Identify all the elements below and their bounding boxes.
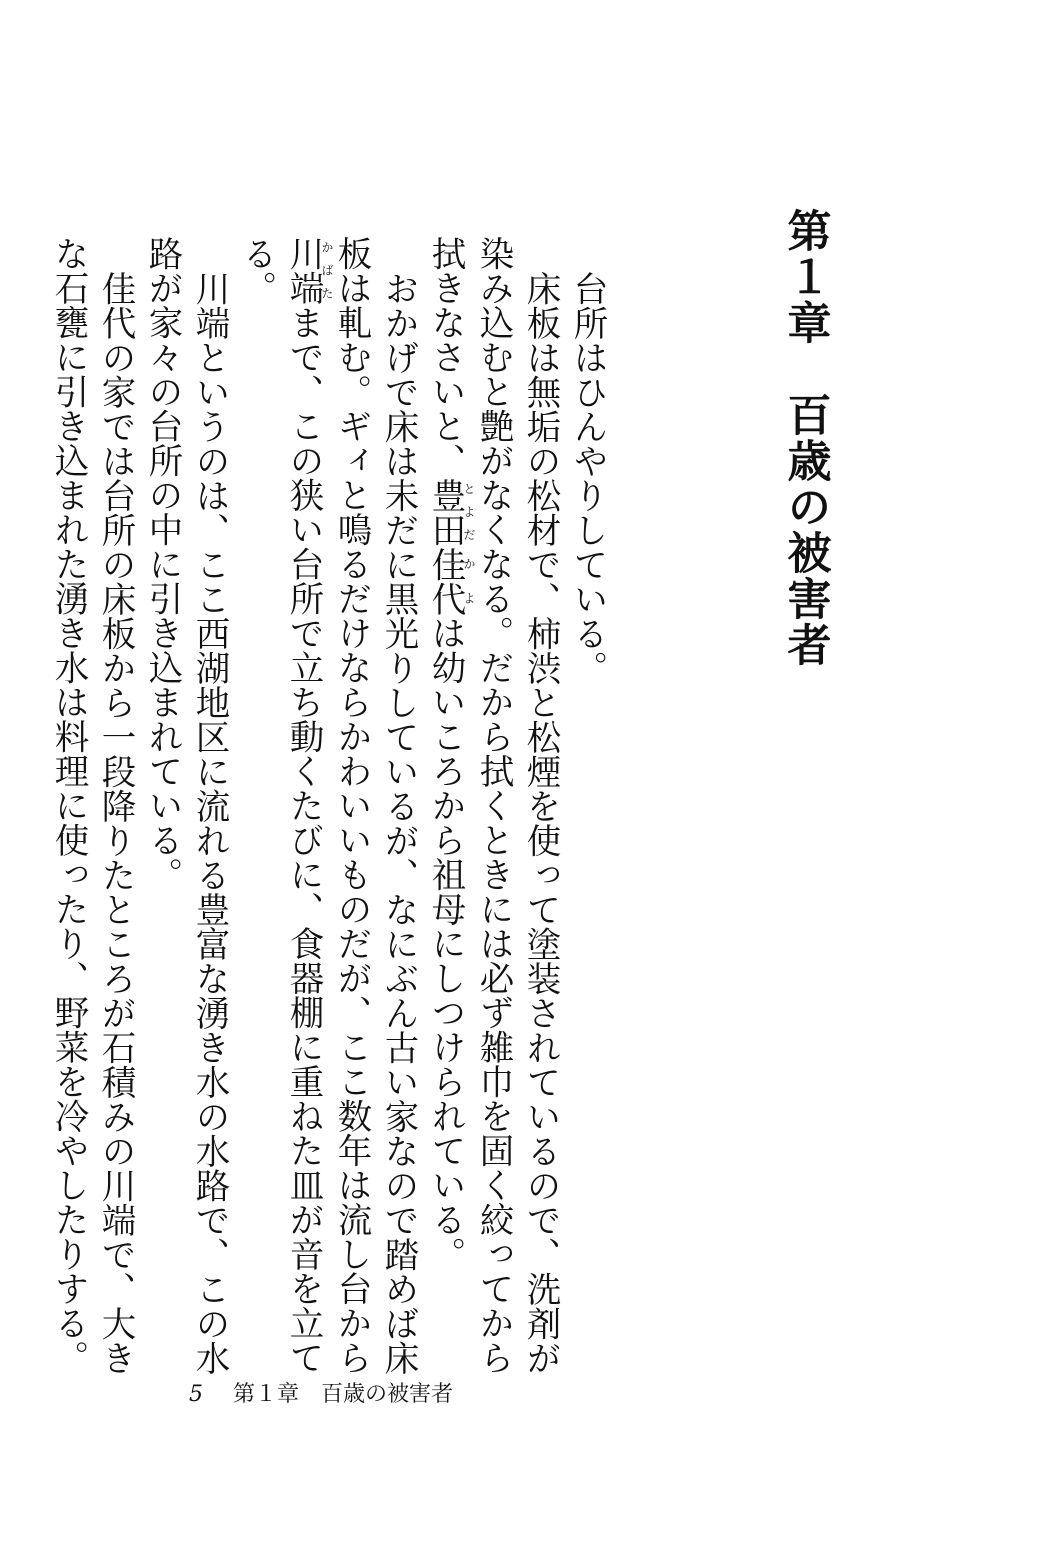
text-run: まで、この狭い台所で立ち動くたびに、食器棚に重ねた皿が音を立てる。: [236, 236, 323, 1375]
ruby-reading: かばた: [320, 236, 334, 305]
text-run: おかげで床は未だに黒光りしているが、なにぶん古い家なので踏めば床板は軋む。ギィと鳴るだけならかわいいものだが、ここ数年は流し台から: [331, 236, 418, 1375]
ruby-reading: かよ: [462, 546, 476, 616]
ruby-reading: とよだ: [462, 477, 476, 547]
text-run: 川端というのは、ここ西湖地区に流れる豊富な湧き水の水路で、この水路が家々の台所の中に引き込まれている。: [142, 236, 229, 1375]
paragraph: [563, 236, 610, 1386]
paragraph: [138, 236, 232, 1386]
ruby-base: 川端: [283, 236, 323, 305]
ruby-base: 豊田: [425, 477, 465, 547]
page-footer: [178, 1375, 478, 1415]
ruby-base: 佳代: [425, 546, 465, 616]
body-text: [48, 236, 610, 1386]
ruby-annotated-word: [283, 236, 334, 305]
text-run: 佳代の家では台所の床板から一段降りたところが石積みの川端で、大きな石甕に引き込まれた湧き水は料理に使ったり、野菜を冷やしたりする。: [48, 236, 135, 1375]
running-head: 第１章 百歳の被害者: [233, 1382, 454, 1407]
text-run: 床板は無垢の松材で、柿渋と松煙を使って塗装されているので、洗剤が染み込むと艶がなくなる。だから拭くときには必ず雑巾を固く絞ってから拭きなさいと、: [425, 236, 560, 1375]
chapter-title: 第１章 百歳の被害者: [779, 208, 831, 668]
paragraph: [44, 236, 138, 1386]
text-run: は幼いころから祖母にしつけられている。: [425, 615, 465, 1271]
paragraph: [421, 236, 563, 1386]
ruby-annotated-word: [425, 546, 476, 616]
text-run: 台所はひんやりしている。: [567, 270, 607, 685]
page-number: 5: [189, 1382, 203, 1407]
paragraph: [232, 236, 421, 1386]
ruby-annotated-word: [425, 477, 476, 547]
